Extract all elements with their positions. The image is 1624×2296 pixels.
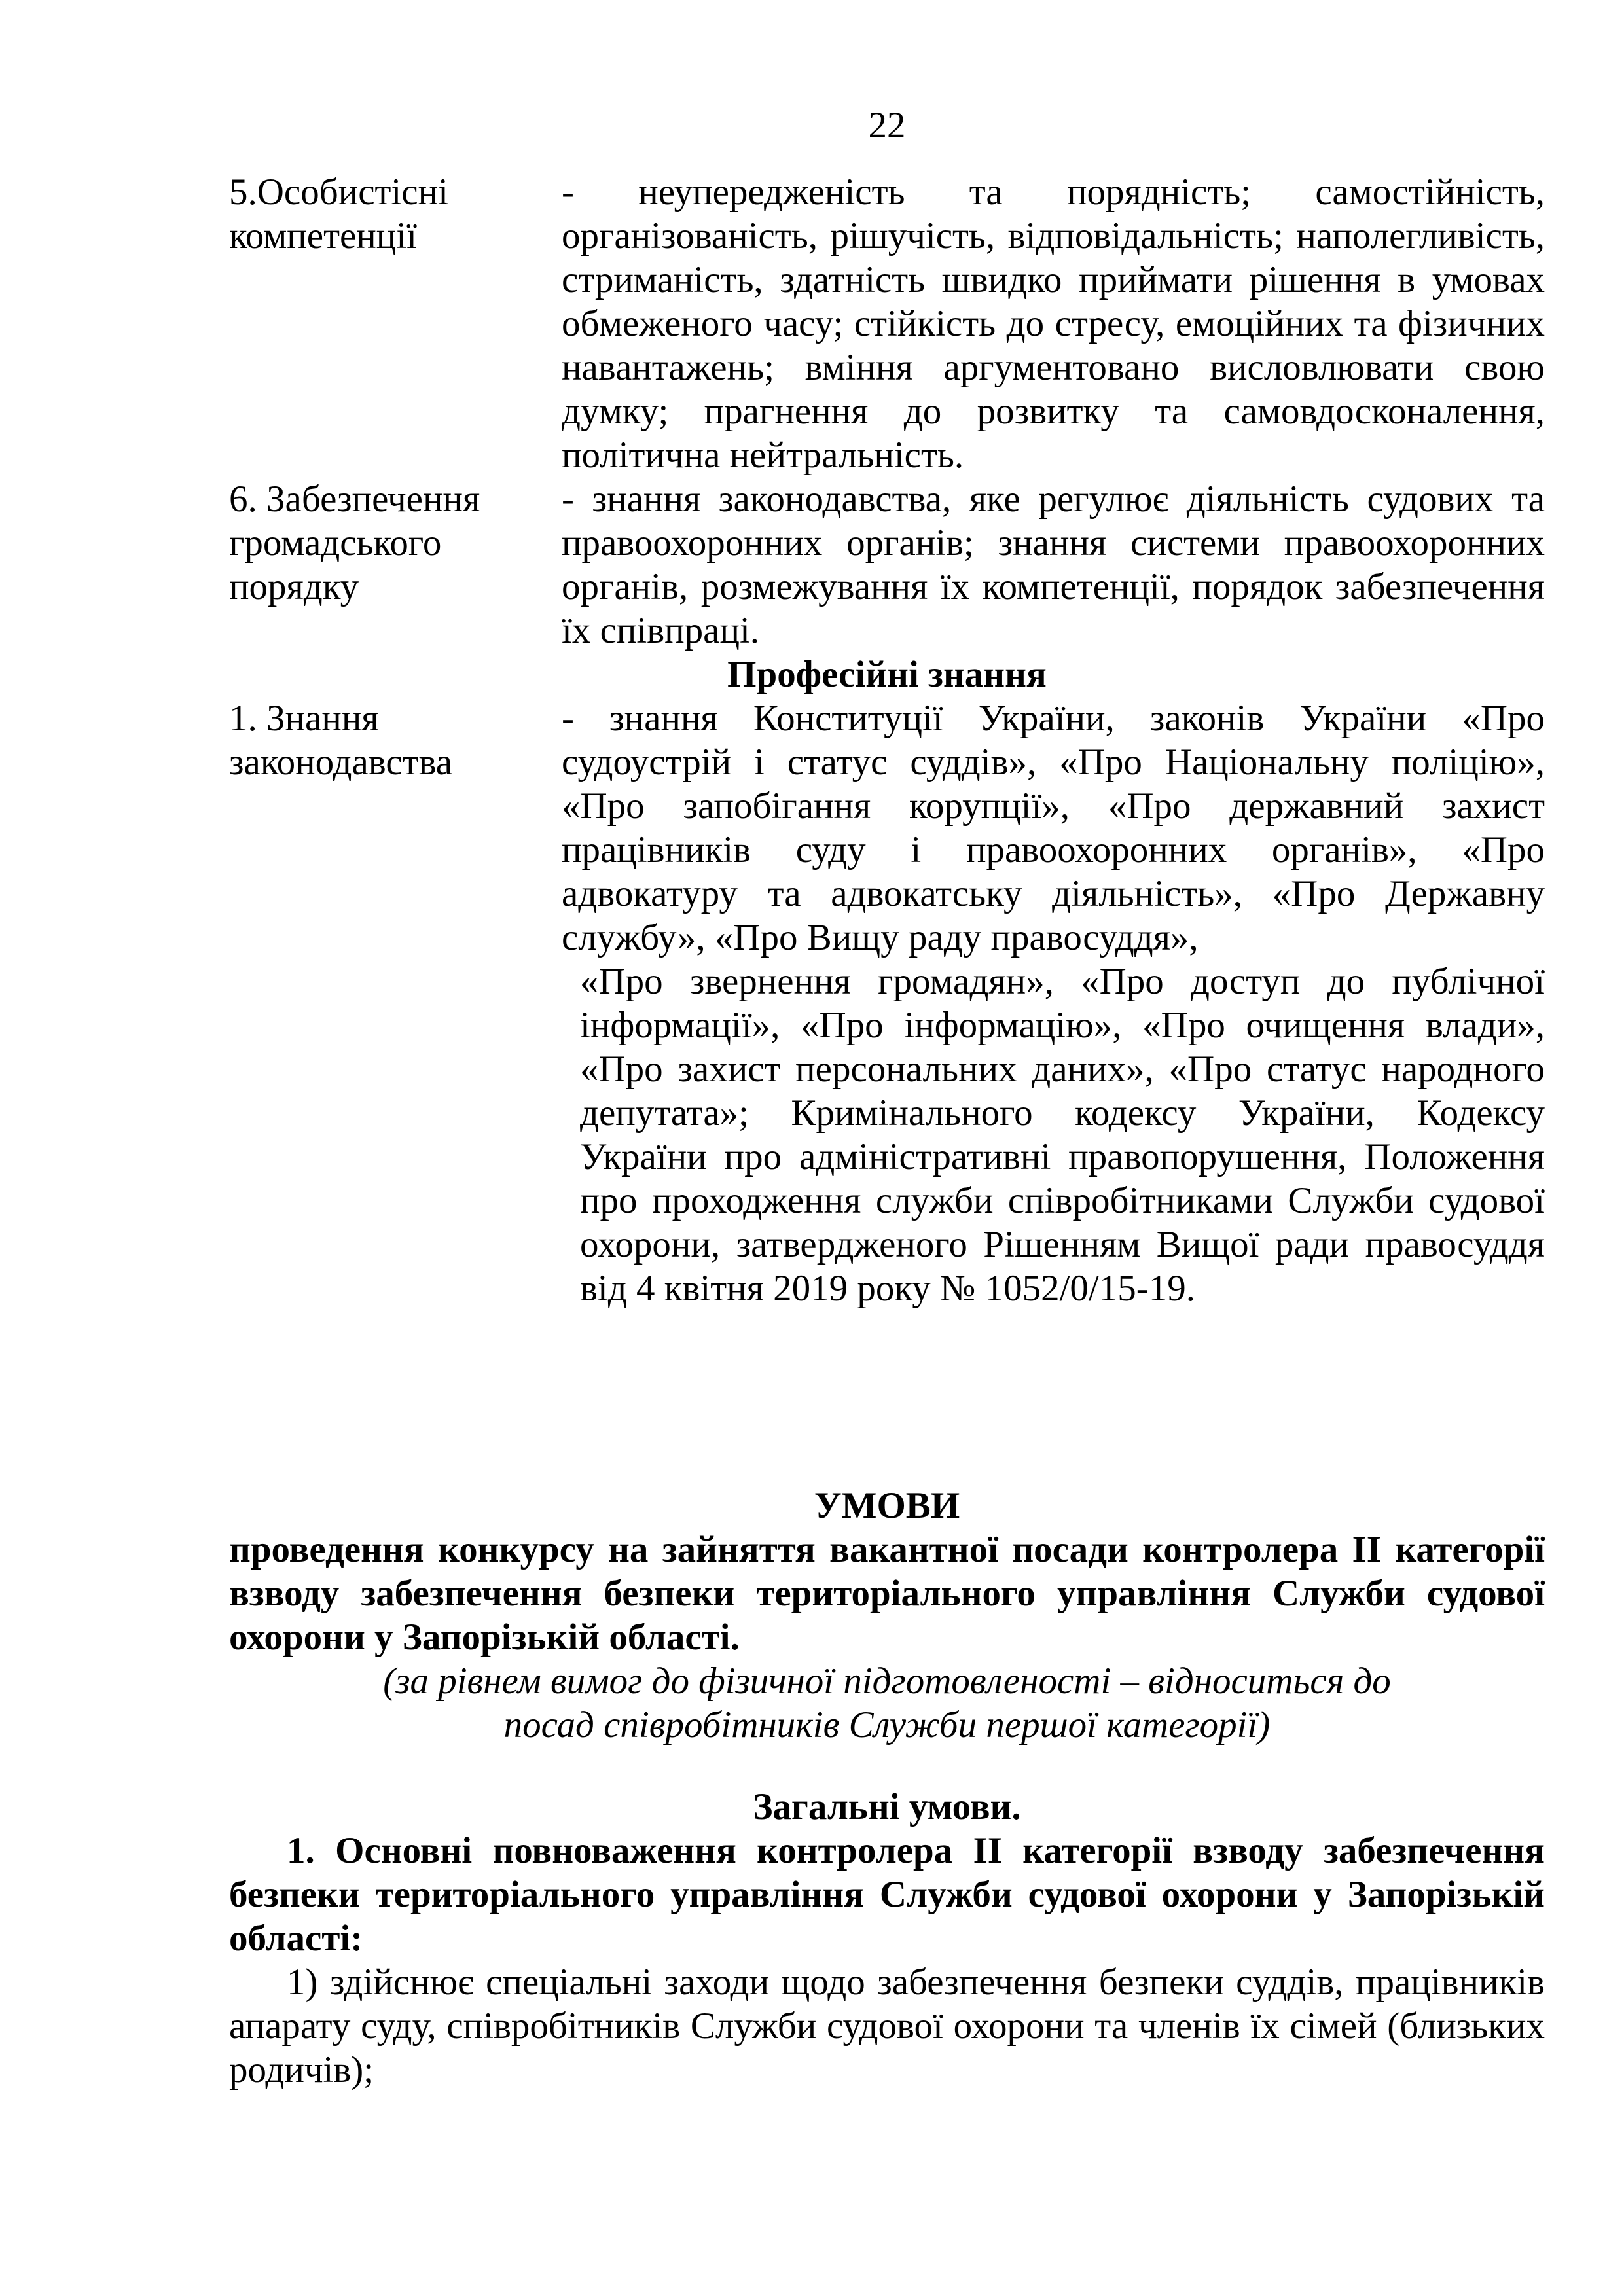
general-conditions-section (229, 1785, 1545, 2092)
conditions-intro: проведення конкурсу на зайняття вакантної посади контролера II категорії взводу забезпечення безпеки територіального управління Служби судової охорони у Запорізькій області. (229, 1529, 1545, 1658)
general-conditions-paragraph: 1. Основні повноваження контролера II категорії взводу забезпечення безпеки територіального управління Служби судової охорони у Запорізькій області: (229, 1830, 1545, 1959)
row-label: 5.Особистісні компетенції (229, 171, 448, 257)
row-text: - знання законодавства, яке регулює діяльність судових та правоохоронних органів; знання системи правоохоронних органів, розмежування їх компетенції, порядок забезпечення їх співпраці. (562, 478, 1545, 651)
page-number: 22 (868, 105, 906, 146)
table-row (229, 477, 1545, 653)
section-header-professional-knowledge: Професійні знання (727, 654, 1047, 695)
row-text: - неупередженість та порядність; самостійність, організованість, рішучість, відповідальність; наполегливість, стриманість, здатність швидко приймати рішення в умовах обмеженого часу; стійкість до стресу, емоційних та фізичних навантажень; вміння аргументовано висловлювати свою думку; прагнення до розвитку та самовдосконалення, політична нейтральність. (562, 171, 1545, 476)
duty-item: 1) здійснює спеціальні заходи щодо забезпечення безпеки суддів, працівників апарату суду, співробітників Служби судової охорони та членів їх сімей (близьких родичів); (229, 1962, 1545, 2090)
row-label: 1. Знання законодавства (229, 698, 453, 783)
general-conditions-heading: Загальні умови. (753, 1786, 1021, 1827)
conditions-note: (за рівнем вимог до фізичної підготовленості – відноситься до посад співробітників Служби першої категорії) (383, 1660, 1391, 1746)
qualifications-table (229, 170, 1545, 1310)
page-content (229, 103, 1545, 2092)
row-text (562, 696, 1545, 1310)
conditions-section (229, 1484, 1545, 1747)
table-row (229, 696, 1545, 1310)
knowledge-paragraph-2: «Про звернення громадян», «Про доступ до публічної інформації», «Про інформацію», «Про очищення влади», «Про захист персональних даних», «Про статус народного депутата»; Кримінального кодексу України, Кодексу України про адміністративні правопорушення, Положення про проходження служби співробітниками Служби судової охорони, затвердженого Рішенням Вищої ради правосуддя від 4 квітня 2019 року № 1052/0/15-19. (580, 961, 1545, 1309)
knowledge-paragraph-1: - знання Конституції України, законів України «Про судоустрій і статус суддів», «Про Національну поліцію», «Про запобігання корупції», «Про державний захист працівників суду і правоохоронних органів», «Про адвокатуру та адвокатську діяльність», «Про Державну службу», «Про Вищу раду правосуддя», (562, 698, 1545, 958)
table-row (229, 170, 1545, 477)
conditions-title: УМОВИ (814, 1485, 960, 1526)
row-label: 6. Забезпечення громадського порядку (229, 478, 480, 607)
